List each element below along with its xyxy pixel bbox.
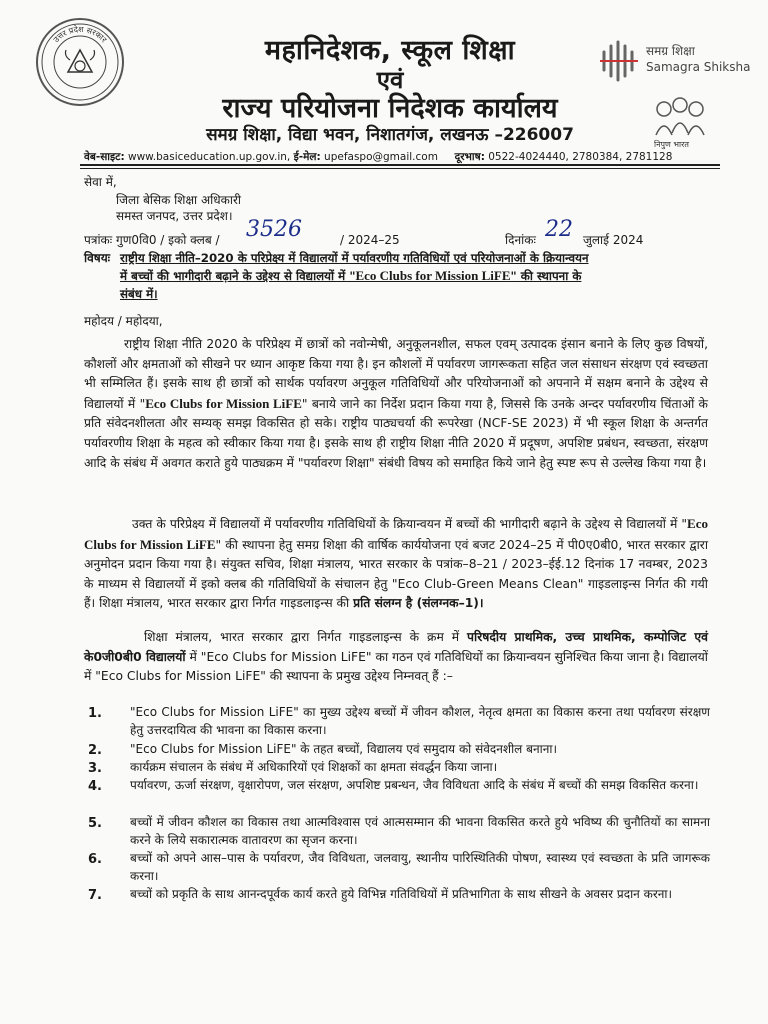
objective-number: 4. [88,779,102,794]
svg-text:उत्तर प्रदेश सरकार [52,24,109,45]
subject-line2 [120,268,581,284]
objective-number: 6. [88,852,102,867]
website-link[interactable]: www.basiceducation.up.gov.in, [128,151,291,163]
objective-number: 2. [88,743,102,758]
paragraph-3c: में "Eco Clubs for Mission LiFE" का गठन एवं गतिविधियों का क्रियान्वयन सुनिश्चित किया जाना है। विद्यालयों में "Eco Clubs for Mission LiFE" की स्थापना के प्रमुख उद्देश्य निम्नवत् हैं :– [84,649,708,684]
paragraph-2a: उक्त के परिप्रेक्ष्य में विद्यालयों में पर्यावरणीय गतिविधियों के क्रियान्वयन में बच्चों की भागीदारी बढ़ाने के उद्देश्य से विद्यालयों में " [132,517,688,531]
addressee-line1: जिला बेसिक शिक्षा अधिकारी [116,193,241,207]
subject-line2c: " की स्थापना के [510,269,582,283]
objective-item: बच्चों को अपने आस–पास के पर्यावरण, जैव विविधता, जलवायु, स्थानीय पारिस्थितिकी पोषण, स्वास्थ्य एवं स्वच्छता के प्रति जागरूक करना। [130,851,710,883]
seal-emblem-icon [38,20,122,104]
objective-item: कार्यक्रम संचालन के संबंध में अधिकारियों एवं शिक्षकों का क्षमता संवर्द्धन किया जाना। [130,760,498,774]
contact-line [84,150,704,164]
paragraph-1 [84,335,708,473]
phone-label: दूरभाष: [454,151,485,163]
reference-year: / 2024–25 [340,233,400,247]
header-divider-thin [80,168,720,169]
subject-line1-text: राष्ट्रीय शिक्षा नीति–2020 के परिप्रेक्ष्य में विद्यालयों में पर्यावरणीय गतिविधियों एवं परियोजनाओं के क्रियान्वयन [120,251,589,265]
paragraph-3 [84,628,708,687]
objective-item: पर्यावरण, ऊर्जा संरक्षण, वृक्षारोपण, जल संरक्षण, अपशिष्ट प्रबन्धन, जैव विविधता आदि के संबंध में बच्चों की समझ विकसित करना। [130,778,699,792]
paragraph-2c: " की स्थापना हेतु समग्र शिक्षा की वार्षिक कार्ययोजना एवं बजट 2024–25 में पी0ए0बी0, भारत सरकार द्वारा अनुमोदन प्रदान किया गया है। संयुक्त सचिव, शिक्षा मंत्रालय, भारत सरकार के पत्रांक–8–21 / 2023–ईई.12 दिनांक 17 नवम्बर, 2023 के माध्यम से विद्यालयों में इको क्लब की गतिविधियों के संचालन हेतु "Eco Club-Green Means Clean" गाइडलाइन्स निर्गत की गयी हैं। शिक्षा मंत्रालय, भारत सरकार द्वारा निर्गत गाइडलाइन्स की [84,537,709,611]
email-label: ई-मेल: [293,151,321,163]
office-address: समग्र शिक्षा, विद्या भवन, निशातगंज, लखनऊ –226007 [206,125,574,145]
date-label: दिनांकः [505,233,536,247]
paragraph-3-school-types: परिषदीय प्राथमिक, उच्च प्राथमिक, कम्पोजिट एवं के0जी0बी0 विद्यालयों [84,630,708,664]
nipun-bharat-logo [650,95,710,151]
seal-text: उत्तर प्रदेश सरकार [51,24,109,45]
subject-line2a: में बच्चों की भागीदारी बढ़ाने के उद्देश्य से विद्यालयों में " [120,269,356,283]
reference-prefix: पत्रांकः गुण0वि0 / इको क्लब / [84,233,220,247]
objective-item: "Eco Clubs for Mission LiFE" का मुख्य उद्देश्य बच्चों में जीवन कौशल, नेतृत्व क्षमता का विकास करना तथा पर्यावरण संरक्षण हेतु उत्तरदायित्व की भावना का विकास करना। [130,705,710,737]
addressee-salutation: सेवा में, [84,175,117,189]
objective-item: "Eco Clubs for Mission LiFE" के तहत बच्चों, विद्यालय एवं समुदाय को संवेदनशील बनाना। [130,742,558,756]
paragraph-2 [84,514,708,614]
paragraph-2-eco-clubs: Eco Clubs for Mission LiFE [84,516,708,552]
objective-number: 7. [88,888,102,903]
office-title-line2: एवं [376,66,404,94]
paragraph-1-eco-clubs: Eco Clubs for Mission LiFE [145,395,302,411]
objective-item: बच्चों में जीवन कौशल का विकास तथा आत्मविश्वास एवं आत्मसम्मान की भावना विकसित करते हुये भविष्य की चुनौतियों का सामना करने के लिये सकारात्मक वातावरण का सृजन करना। [130,815,710,847]
nipun-bharat-caption: निपुण भारत [654,140,689,149]
subject-label: विषयः [84,251,111,265]
date-month-year: जुलाई 2024 [583,233,644,247]
email-link[interactable]: upefaspo@gmail.com [324,151,438,163]
subject-line3-text: संबंध में। [120,287,158,301]
objective-number: 3. [88,761,102,776]
up-government-seal [36,18,124,106]
website-label: वेब-साइट: [84,151,125,163]
samagra-shiksha-hindi: समग्र शिक्षा [646,44,695,58]
subject-line3 [120,286,158,302]
objective-item: बच्चों को प्रकृति के साथ आनन्दपूर्वक कार्य करते हुये विभिन्न गतिविधियों में प्रतिभागिता के साथ सीखने के अवसर प्रदान करना। [130,887,673,901]
samagra-shiksha-english: Samagra Shiksha [646,60,751,74]
paragraph-1a: राष्ट्रीय शिक्षा नीति 2020 के परिप्रेक्ष्य में छात्रों को नवोन्मेषी, अनुकूलनशील, सफल एवम् उत्पादक इंसान बनाने के लिए कुछ विषयों, कौशलों और क्षमताओं को सीखने पर ध्यान आकृष्ट किया गया है। इन कौशलों में पर्यावरण जागरूकता सहित जल संसाधन संरक्षण एवं स्वच्छता भी सम्मिलित हैं। इसके साथ ही छात्रों को सार्थक पर्यावरण अनुकूल गतिविधियों और परियोजनाओं को अपनाने में सक्षम बनाने के उद्देश्य से विद्यालयों में " [84,337,708,411]
salutation: महोदय / महोदया, [84,314,163,328]
objective-number: 1. [88,706,102,721]
addressee-line2: समस्त जनपद, उत्तर प्रदेश। [116,209,233,223]
samagra-shiksha-icon [598,38,642,84]
reference-number-handwritten: 3526 [246,217,302,242]
objective-number: 5. [88,816,102,831]
office-title-line1: महानिदेशक, स्कूल शिक्षा [264,35,516,66]
office-title-line3: राज्य परियोजना निदेशक कार्यालय [222,93,558,124]
nipun-bharat-icon [650,95,710,139]
date-day-handwritten: 22 [545,217,573,242]
header-divider-thick [80,164,720,166]
subject-line1 [120,250,589,266]
subject-eco-clubs-title: Eco Clubs for Mission LiFE [355,268,511,283]
paragraph-2-annexure: प्रति संलग्न है (संलग्नक–1)। [353,596,484,611]
samagra-shiksha-logo [598,38,758,88]
paragraph-1c: " बनाये जाने का निर्देश प्रदान किया गया है, जिससे कि उनके अन्दर पर्यावरणीय चिंताओं के प्रति संवेदनशीलता और सम्यक् समझ विकसित हो सके। राष्ट्रीय पाठ्यचर्या की रूपरेखा (NCF-SE 2023) में भी स्कूल शिक्षा के अन्तर्गत पर्यावरणीय शिक्षा के महत्व को स्वीकार किया गया है। इसके साथ ही राष्ट्रीय शिक्षा नीति 2020 में प्रदूषण, अपशिष्ट प्रबंधन, स्वच्छता, संरक्षण आदि के संबंध में अवगत कराते हुये पाठ्यक्रम में "पर्यावरण शिक्षा" संबंधी विषय को समाहित किये जाने हेतु स्पष्ट रूप से उल्लेख किया गया है। [84,396,709,470]
paragraph-3a: शिक्षा मंत्रालय, भारत सरकार द्वारा निर्गत गाइडलाइन्स के क्रम में [144,630,468,644]
phone-numbers: 0522-4024440, 2780384, 2781128 [488,151,673,163]
